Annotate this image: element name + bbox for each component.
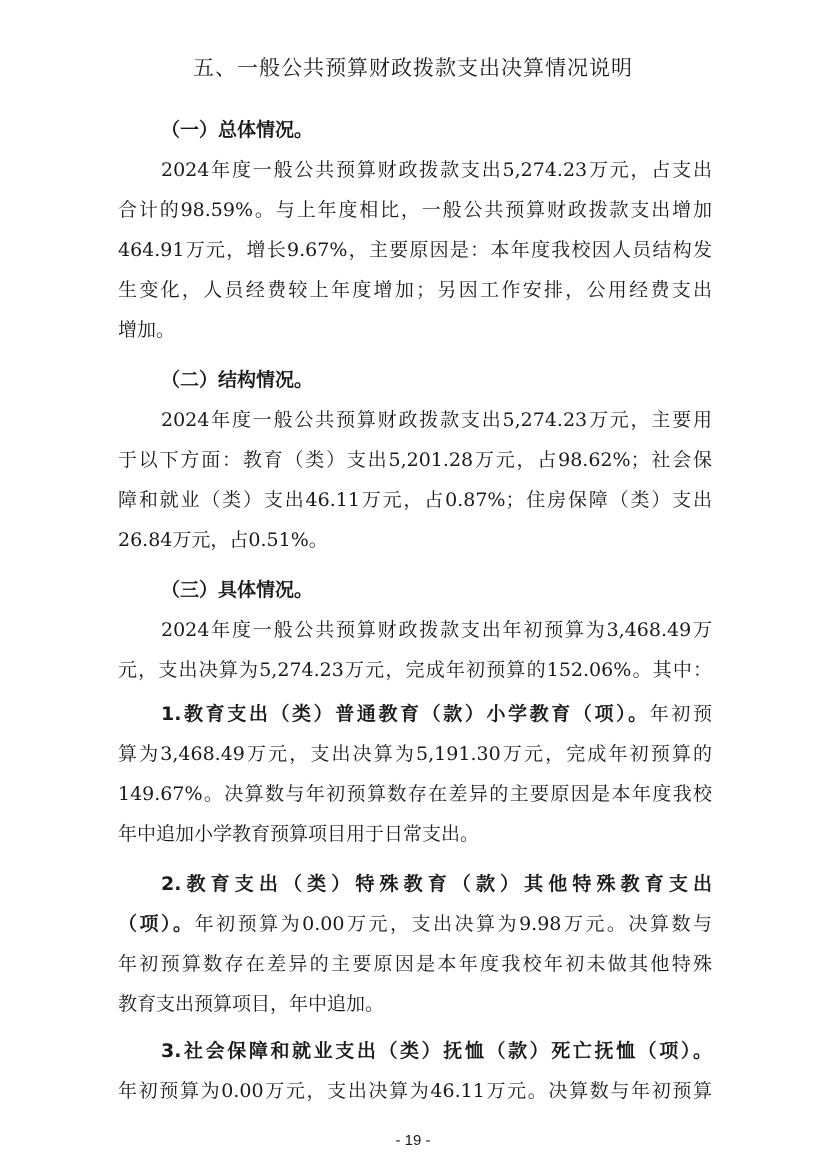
section-heading: （一）总体情况。 — [161, 119, 314, 141]
page-number: - 19 - — [395, 1132, 431, 1149]
item-heading-text: （项）。 — [118, 913, 195, 935]
document-body — [118, 110, 712, 1111]
item-heading-text: 3.社会保障和就业支出（类）抚恤（款）死亡抚恤（项）。 — [161, 1040, 712, 1062]
paragraph-line: 2024年度一般公共预算财政拨款支出年初预算为3,468.49万 — [161, 619, 712, 641]
item-1-first-line — [118, 694, 712, 734]
paragraph-line: 于以下方面：教育（类）支出5,201.28万元，占98.62%；社会保 — [118, 449, 712, 471]
item-text: 年初预算为0.00万元，支出决算为9.98万元。决算数与 — [194, 913, 712, 935]
paragraph-line: 2024年度一般公共预算财政拨款支出5,274.23万元，占支出 — [161, 159, 712, 181]
item-heading: 1.教育支出（类）普通教育（款）小学教育（项）。 — [161, 703, 650, 725]
paragraph-line: 149.67%。决算数与年初预算数存在差异的主要原因是本年度我校 — [118, 783, 712, 805]
item-2-second-line — [118, 904, 712, 944]
item-text: 年初预 — [649, 703, 712, 725]
paragraph-line: 年初预算为0.00万元，支出决算为46.11万元。决算数与年初预算 — [118, 1080, 712, 1102]
item-heading — [118, 864, 712, 904]
paragraph-line: 2024年度一般公共预算财政拨款支出5,274.23万元，主要用 — [161, 409, 712, 431]
paragraph-line: 增加。 — [118, 319, 176, 341]
paragraph-line: 算为3,468.49万元，支出决算为5,191.30万元，完成年初预算的 — [118, 743, 712, 765]
paragraph-line: 生变化，人员经费较上年度增加；另因工作安排，公用经费支出 — [118, 279, 712, 301]
page-title: 五、一般公共预算财政拨款支出决算情况说明 — [193, 56, 633, 80]
paragraph-line: 元，支出决算为5,274.23万元，完成年初预算的152.06%。其中： — [118, 659, 712, 681]
paragraph-line: 教育支出预算项目，年中追加。 — [118, 993, 385, 1015]
paragraph-line: 年初预算数存在差异的主要原因是本年度我校年初未做其他特殊 — [118, 953, 712, 975]
paragraph-line: 464.91万元，增长9.67%，主要原因是：本年度我校因人员结构发 — [118, 239, 712, 261]
item-heading-text: 2.教育支出（类）特殊教育（款）其他特殊教育支出 — [161, 873, 712, 895]
item-heading — [118, 1031, 712, 1071]
section-heading: （三）具体情况。 — [161, 579, 314, 601]
paragraph-line: 年中追加小学教育预算项目用于日常支出。 — [118, 823, 480, 845]
section-heading: （二）结构情况。 — [161, 369, 314, 391]
paragraph-line: 26.84万元，占0.51%。 — [118, 529, 328, 551]
paragraph-line: 障和就业（类）支出46.11万元，占0.87%；住房保障（类）支出 — [118, 489, 712, 511]
paragraph-line: 合计的98.59%。与上年度相比，一般公共预算财政拨款支出增加 — [118, 199, 712, 221]
